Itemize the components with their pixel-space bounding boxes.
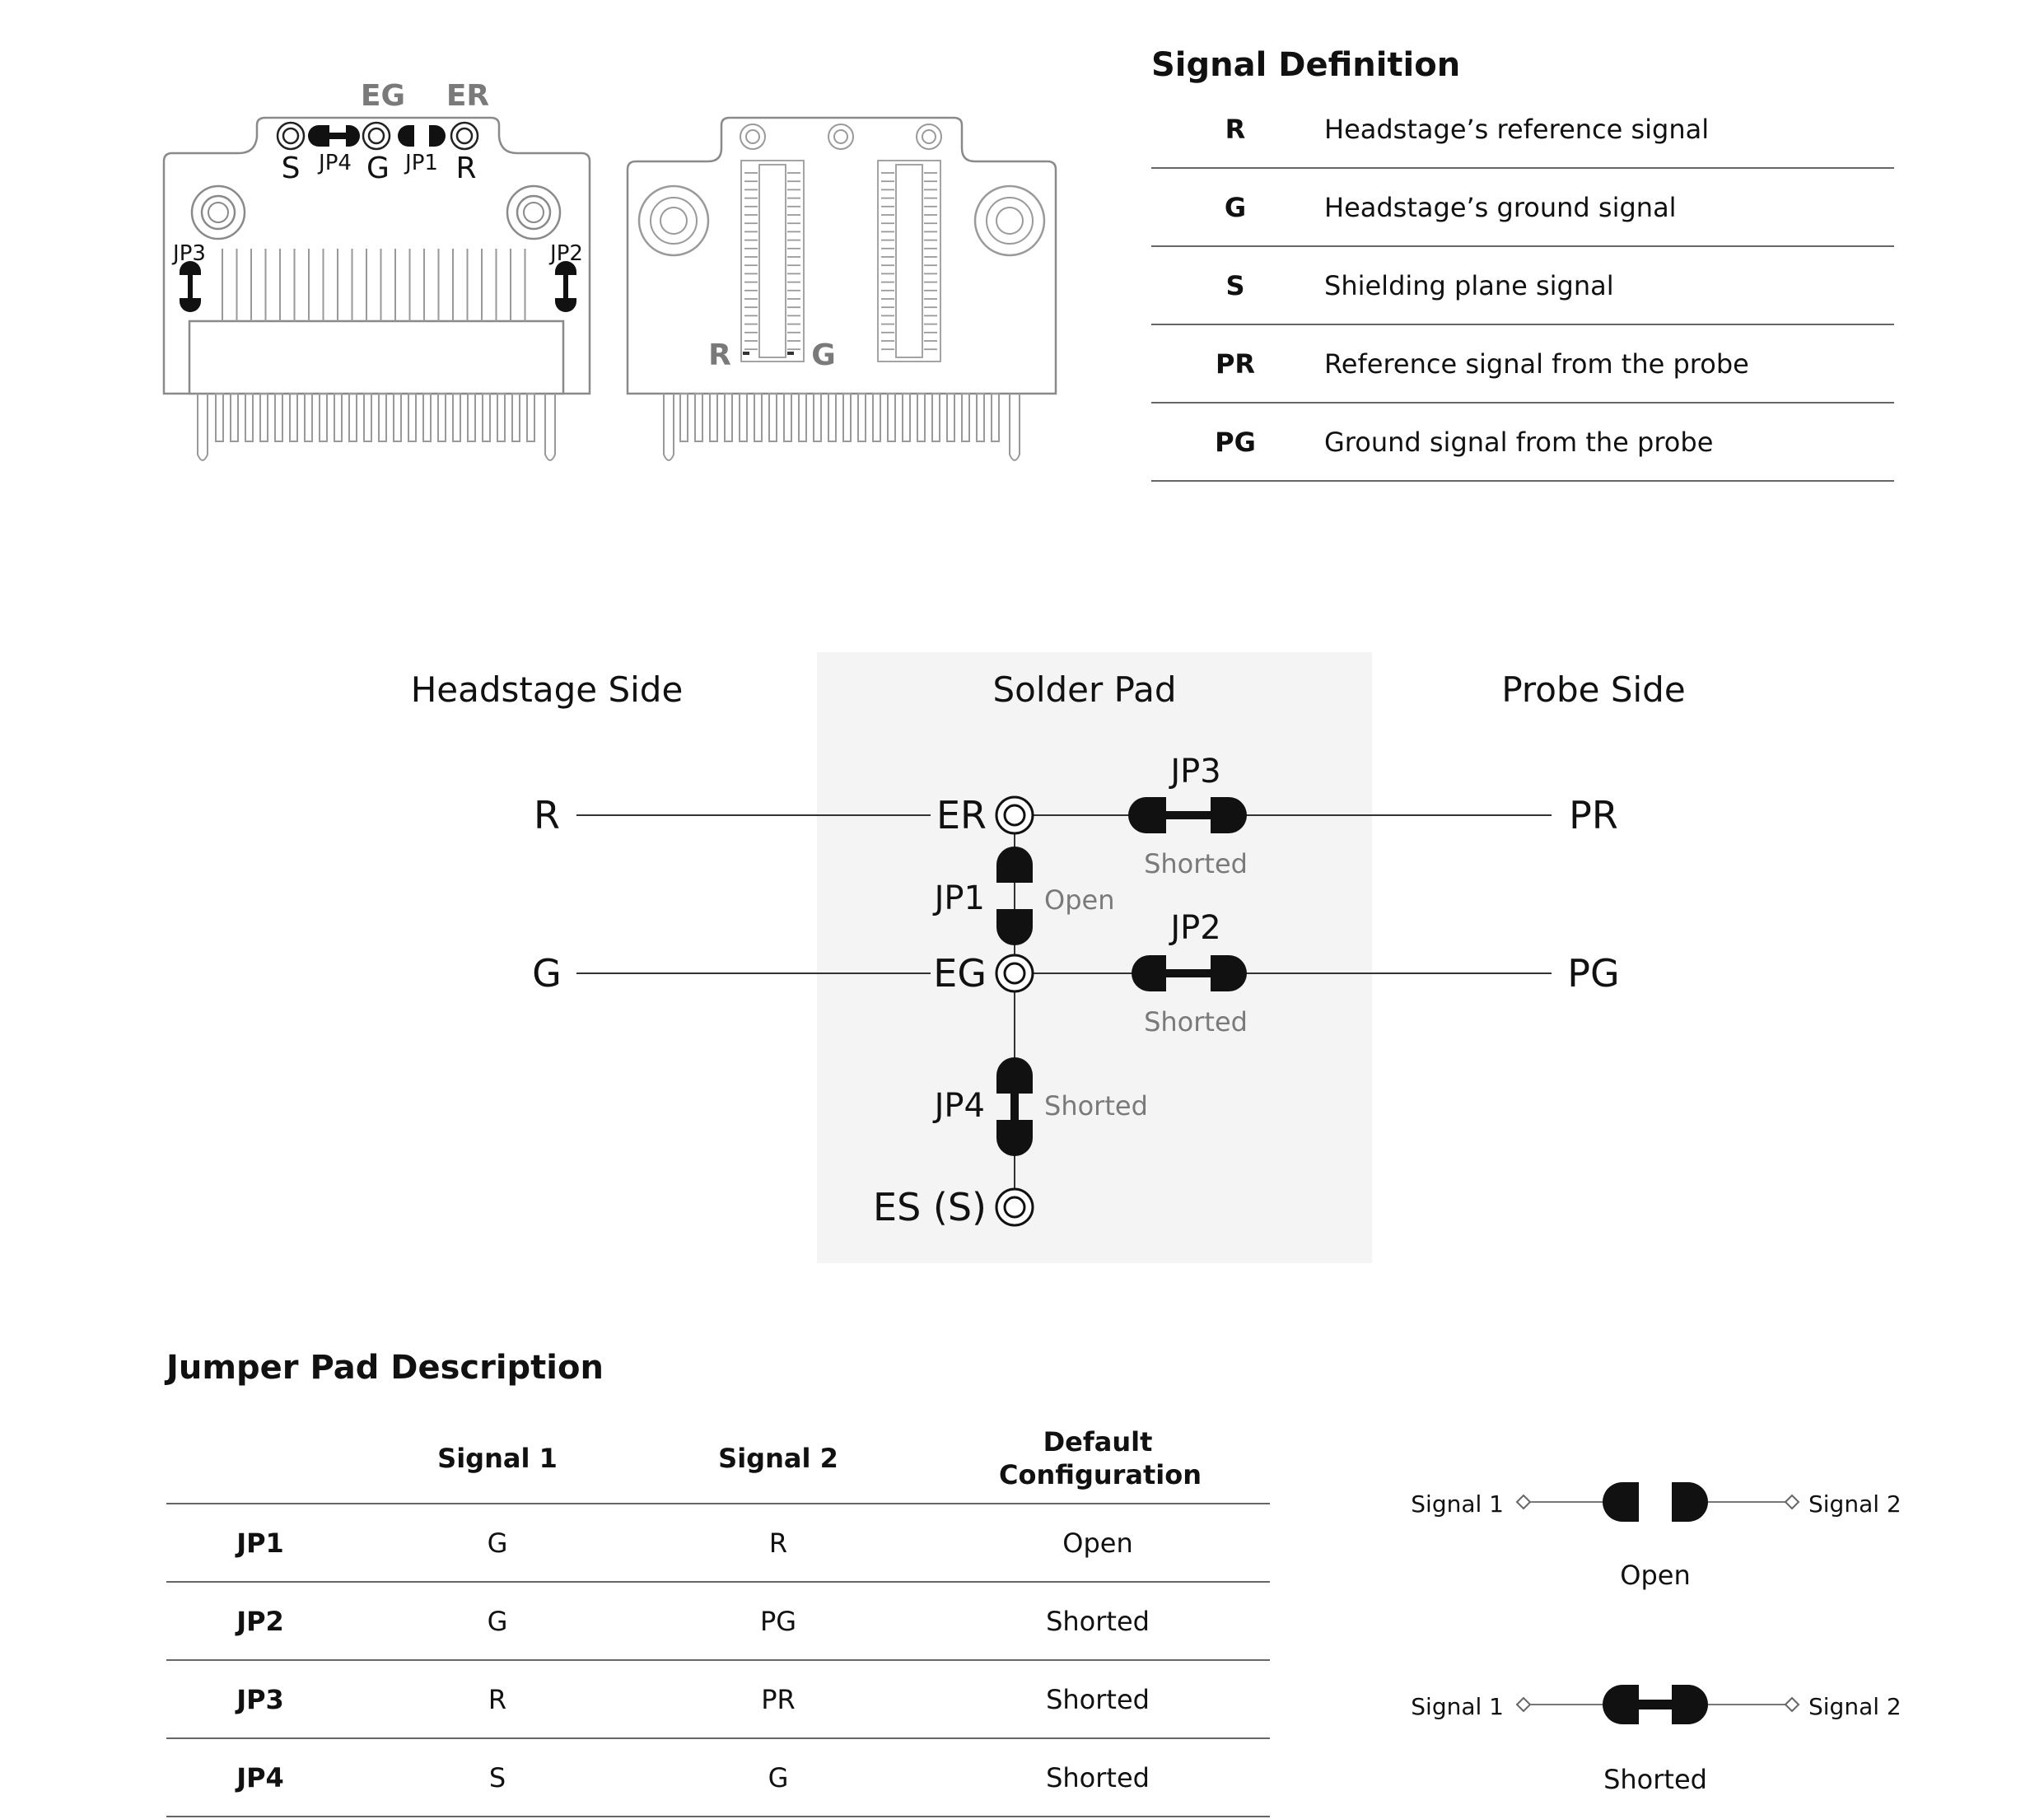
jumper-config-cell: Shorted <box>1046 1684 1150 1715</box>
pad-es-label: ES (S) <box>873 1185 987 1229</box>
signal-description: Headstage’s reference signal <box>1324 114 1710 145</box>
jumper-table-title: Jumper Pad Description <box>166 1349 604 1387</box>
schematic-jp4-state: Shorted <box>1044 1090 1148 1122</box>
jumper-header-signal1: Signal 1 <box>437 1443 558 1474</box>
probe-side-heading: Probe Side <box>1501 669 1686 710</box>
signal-code: G <box>1224 192 1247 223</box>
schematic-jp2-state: Shorted <box>1144 1006 1248 1038</box>
signal-code: R <box>1225 114 1246 145</box>
signal-description: Headstage’s ground signal <box>1324 192 1677 223</box>
schematic-jp1-state: Open <box>1044 884 1115 916</box>
jumper-name-cell: JP2 <box>236 1606 284 1637</box>
schematic-jp4-label: JP4 <box>934 1087 985 1125</box>
jumper-signal2-cell: G <box>768 1762 789 1793</box>
signal-definition-table <box>1151 46 1894 481</box>
pad-er-icon <box>996 797 1033 833</box>
jumper-config-cell: Shorted <box>1046 1762 1150 1793</box>
jumper-config-cell: Shorted <box>1046 1606 1150 1637</box>
pad-eg-icon <box>996 955 1033 991</box>
back-board-illustration <box>628 118 1056 460</box>
front-board-illustration <box>164 79 590 460</box>
legend-shorted-signal1: Signal 1 <box>1411 1693 1504 1720</box>
solder-pad-region <box>817 652 1372 1263</box>
signal-definition-title: Signal Definition <box>1151 46 1461 84</box>
jumper-header-configuration: Configuration <box>998 1459 1202 1490</box>
signal-description: Reference signal from the probe <box>1324 348 1749 380</box>
signal-definition-row <box>1225 114 1709 145</box>
pad-es-icon <box>996 1189 1033 1225</box>
signal-definition-row <box>1225 192 1677 223</box>
legend-open-left-pad-icon <box>1603 1482 1639 1522</box>
signal-code: PG <box>1215 427 1256 458</box>
back-label-r: R <box>708 338 731 372</box>
jumper-schematic <box>411 652 1686 1263</box>
probe-pr-label: PR <box>1569 793 1618 837</box>
legend-open-signal1: Signal 1 <box>1411 1490 1504 1518</box>
headstage-side-heading: Headstage Side <box>410 669 684 710</box>
board-label-jp4: JP4 <box>319 151 352 175</box>
jumper-table-row <box>235 1527 1133 1559</box>
board-label-eg: EG <box>360 79 406 113</box>
board-label-s: S <box>281 152 301 185</box>
jumper-table-row <box>235 1684 1150 1715</box>
board-label-jp3: JP3 <box>173 241 206 266</box>
headstage-r-label: R <box>534 793 560 837</box>
signal-code: S <box>1225 270 1245 301</box>
legend-open-signal2: Signal 2 <box>1808 1490 1902 1518</box>
pad-eg-label: EG <box>933 951 987 996</box>
legend-open-label: Open <box>1620 1560 1691 1591</box>
jumper-signal1-cell: S <box>488 1762 506 1793</box>
probe-pg-label: PG <box>1567 951 1620 996</box>
legend-shorted-label: Shorted <box>1603 1764 1707 1795</box>
signal-definition-row <box>1225 270 1613 301</box>
back-label-g: G <box>811 338 836 372</box>
jumper-signal2-cell: PR <box>761 1684 796 1715</box>
jumper-name-cell: JP3 <box>236 1684 284 1715</box>
signal-description: Ground signal from the probe <box>1324 427 1714 458</box>
legend-shorted-jumper-icon <box>1603 1685 1708 1724</box>
schematic-jp3-label: JP3 <box>1170 753 1221 791</box>
signal-description: Shielding plane signal <box>1324 270 1614 301</box>
board-label-er: ER <box>446 79 490 113</box>
jumper-name-cell: JP4 <box>236 1762 284 1793</box>
pad-r-icon <box>451 123 478 149</box>
jumper-name-cell: JP1 <box>236 1527 284 1559</box>
board-label-jp2: JP2 <box>550 241 583 266</box>
pad-s-icon <box>278 123 304 149</box>
jumper-signal1-cell: R <box>488 1684 507 1715</box>
jumper-signal1-cell: G <box>487 1527 508 1559</box>
solder-pad-heading: Solder Pad <box>992 669 1177 710</box>
schematic-jp2-label: JP2 <box>1170 909 1221 947</box>
jumper-config-cell: Open <box>1062 1527 1133 1559</box>
board-label-g: G <box>366 152 390 185</box>
signal-code: PR <box>1215 348 1256 380</box>
jumper-pad-table <box>164 1349 1270 1817</box>
jumper-table-row <box>235 1606 1150 1637</box>
schematic-jp3-state: Shorted <box>1144 848 1248 879</box>
legend-shorted-signal2: Signal 2 <box>1808 1693 1902 1720</box>
board-label-r: R <box>455 152 477 185</box>
signal-definition-row <box>1215 427 1713 458</box>
jumper-signal1-cell: G <box>487 1606 508 1637</box>
jumper-legend <box>1411 1482 1901 1795</box>
schematic-jp1-label: JP1 <box>934 879 985 917</box>
legend-open-right-pad-icon <box>1672 1482 1708 1522</box>
jumper-header-default: Default <box>1043 1426 1153 1458</box>
signal-definition-row <box>1216 348 1749 380</box>
board-label-jp1: JP1 <box>405 151 438 175</box>
jumper-signal2-cell: PG <box>759 1606 797 1637</box>
jumper-header-signal2: Signal 2 <box>718 1443 838 1474</box>
pad-er-label: ER <box>936 793 987 837</box>
jumper-signal2-cell: R <box>768 1527 788 1559</box>
headstage-g-label: G <box>532 951 562 996</box>
pad-g-icon <box>363 123 390 149</box>
jumper-table-row <box>235 1762 1150 1793</box>
